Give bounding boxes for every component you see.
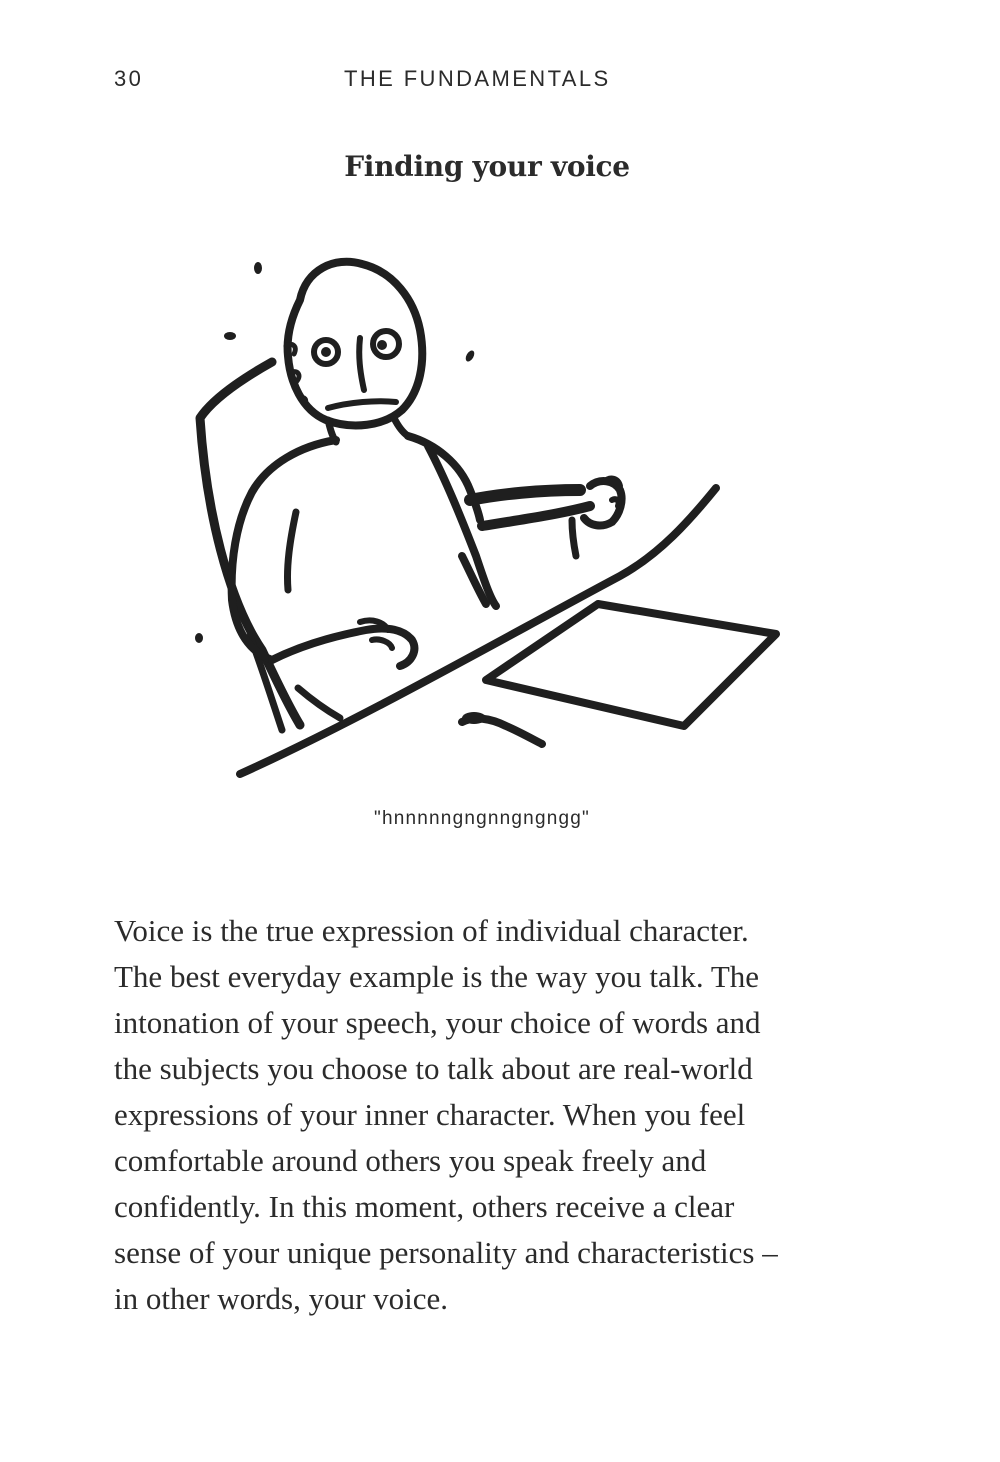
leg — [298, 688, 340, 718]
left-pupil — [321, 347, 331, 357]
body-paragraph — [114, 908, 874, 1322]
body-line: intonation of your speech, your choice of words and — [114, 1005, 761, 1040]
pen-cap — [462, 712, 486, 724]
body-line: the subjects you choose to talk about are real-world — [114, 1051, 753, 1086]
body-line: comfortable around others you speak freely and — [114, 1143, 707, 1178]
running-head — [0, 66, 1000, 100]
body-line: Voice is the true expression of individual character. — [114, 913, 749, 948]
body-line: sense of your unique personality and characteristics – — [114, 1235, 778, 1270]
torso-crease — [287, 512, 296, 590]
chair-back — [200, 362, 300, 725]
finger — [612, 499, 619, 506]
sweat-drop — [254, 262, 262, 274]
page-title: Finding your voice — [344, 150, 630, 183]
body-line: The best everyday example is the way you talk. The — [114, 959, 760, 994]
nose — [359, 338, 364, 390]
body-line: expressions of your inner character. When you feel — [114, 1097, 746, 1132]
mouth — [328, 401, 396, 408]
person-at-desk-illustration — [180, 248, 800, 788]
sweat-drop — [464, 349, 476, 363]
desk-edge — [240, 488, 716, 774]
body-line: confidently. In this moment, others receive a clear — [114, 1189, 735, 1224]
page-number: 30 — [114, 66, 144, 91]
body-line: in other words, your voice. — [114, 1281, 449, 1316]
right-pupil — [377, 340, 387, 350]
section-name: THE FUNDAMENTALS — [344, 66, 611, 91]
sweat-drop — [195, 633, 203, 643]
sweat-drop — [224, 332, 236, 340]
illustration-caption: "hnnnnngngnngngngg" — [374, 808, 590, 829]
far-arm — [470, 490, 580, 500]
thumb — [572, 520, 576, 556]
desk-hand-finger — [372, 639, 392, 648]
